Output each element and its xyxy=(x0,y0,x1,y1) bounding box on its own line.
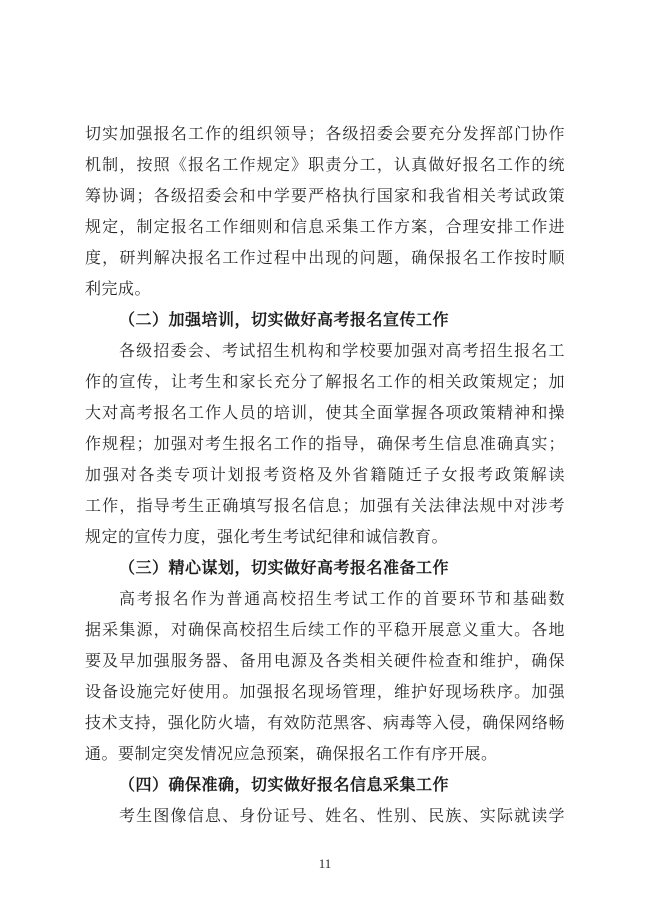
text-line: 工作，指导考生正确填写报名信息；加强有关法律法规中对涉考 xyxy=(85,498,565,515)
text-line: 技术支持，强化防火墙，有效防范黑客、病毒等入侵，确保网络畅 xyxy=(85,715,565,732)
text-line: 切实加强报名工作的组织领导；各级招委会要充分发挥部门协作 xyxy=(85,126,565,143)
text-line: 作的宣传，让考生和家长充分了解报名工作的相关政策规定；加 xyxy=(85,374,565,391)
text-line: 高考报名作为普通高校招生考试工作的首要环节和基础数 xyxy=(119,591,565,608)
text-line: 要及早加强服务器、备用电源及各类相关硬件检查和维护，确保 xyxy=(85,653,565,670)
text-line: 规定的宣传力度，强化考生考试纪律和诚信教育。 xyxy=(85,529,449,546)
document-body xyxy=(85,119,565,832)
text-line: 各级招委会、考试招生机构和学校要加强对高考招生报名工 xyxy=(119,343,565,360)
text-line: 作规程；加强对考生报名工作的指导，确保考生信息准确真实； xyxy=(85,436,565,453)
text-line: 规定，制定报名工作细则和信息采集工作方案，合理安排工作进 xyxy=(85,219,565,236)
text-line: 据采集源，对确保高校招生后续工作的平稳开展意义重大。各地 xyxy=(85,622,565,639)
text-line: 筹协调；各级招委会和中学要严格执行国家和我省相关考试政策 xyxy=(85,188,565,205)
section-heading: （二）加强培训，切实做好高考报名宣传工作 xyxy=(119,312,450,329)
section-heading: （三）精心谋划，切实做好高考报名准备工作 xyxy=(119,560,450,577)
text-line: 机制，按照《报名工作规定》职责分工，认真做好报名工作的统 xyxy=(85,157,565,174)
text-line: 通。要制定突发情况应急预案，确保报名工作有序开展。 xyxy=(85,746,498,763)
text-line: 加强对各类专项计划报考资格及外省籍随迁子女报考政策解读 xyxy=(85,467,565,484)
page-number: 11 xyxy=(318,856,332,871)
section-heading: （四）确保准确，切实做好报名信息采集工作 xyxy=(119,777,450,794)
text-line: 度，研判解决报名工作过程中出现的问题，确保报名工作按时顺 xyxy=(85,250,565,267)
text-line: 利完成。 xyxy=(85,281,152,298)
text-line: 大对高考报名工作人员的培训，使其全面掌握各项政策精神和操 xyxy=(85,405,565,422)
text-line: 设备设施完好使用。加强报名现场管理，维护好现场秩序。加强 xyxy=(85,684,565,701)
text-line: 考生图像信息、身份证号、姓名、性别、民族、实际就读学 xyxy=(119,808,565,825)
